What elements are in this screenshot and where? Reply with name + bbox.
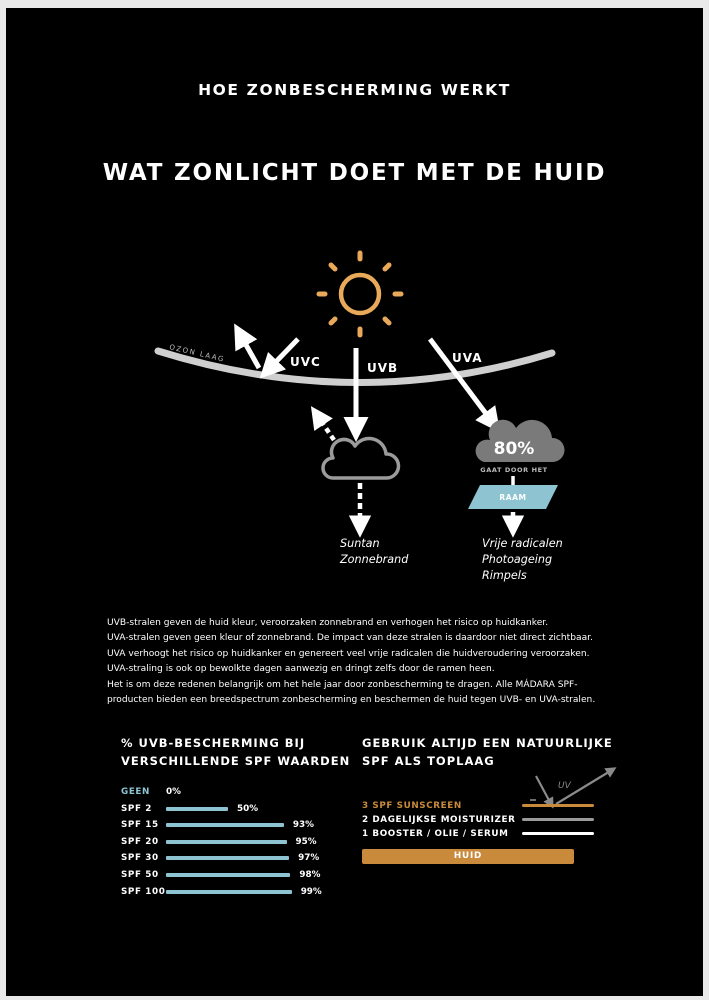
window-label: RAAM (499, 493, 527, 502)
text-line: UVB-stralen geven de huid kleur, veroorzaken zonnebrand en verhogen het risico op huidkanker. (107, 618, 549, 628)
uvc-label: UVC (290, 355, 321, 369)
bar-value-label: 98% (299, 870, 321, 880)
layer-moisturizer-line (522, 818, 594, 821)
layer-sunscreen-line (522, 804, 594, 807)
layer-booster-line (522, 832, 594, 835)
uva-effects (482, 536, 563, 584)
uvc-reflect-arrow-icon (240, 334, 259, 368)
bar-row (121, 851, 351, 865)
uvb-effects (340, 536, 408, 568)
bar-value-label: 97% (298, 853, 320, 864)
bar-value-label: 50% (237, 803, 259, 814)
bar-row (121, 885, 351, 899)
uvb-label: UVB (367, 361, 399, 375)
layer-sunscreen-label: 3 SPF SUNSCREEN (362, 801, 462, 811)
bar-value-label: 99% (300, 886, 322, 897)
layers-title-line: SPF ALS TOPLAAG (362, 754, 495, 768)
uvb-effect-item: Zonnebrand (340, 553, 409, 566)
uv-label: UV (558, 781, 571, 791)
bar-category-label: SPF 20 (121, 836, 159, 847)
uvb-reflect-arrow-icon (317, 415, 334, 440)
bar-row (121, 802, 351, 816)
text-line: producten bieden een breedspectrum zonbescherming en beschermen de huid tegen UVB- en UVA-stralen. (107, 695, 596, 706)
bar-category-label: SPF 2 (121, 803, 152, 814)
layer-moisturizer-label: 2 DAGELIJKSE MOISTURIZER (362, 815, 516, 825)
uva-label: UVA (452, 351, 483, 365)
bar-category-label: SPF 15 (121, 820, 159, 831)
uvb-chart-title-line: % UVB-BESCHERMING BIJ (121, 736, 306, 750)
bar-category-label: GEEN (121, 787, 151, 797)
bar (166, 856, 289, 860)
text-line: Het is om deze redenen belangrijk om het hele jaar door zonbescherming te dragen. Alle MÁDARA SPF- (107, 679, 578, 690)
bar-value-label: 95% (295, 836, 317, 847)
uvb-effect-item: Suntan (340, 537, 380, 550)
bar-row (121, 868, 351, 882)
explanation-text (107, 616, 607, 708)
bar-category-label: SPF 100 (121, 886, 166, 897)
infographic-page (6, 8, 703, 996)
layers-title-line: GEBRUIK ALTIJD EEN NATUURLIJKE (362, 736, 613, 750)
bar (166, 840, 287, 844)
uva-cloud-caption: GAAT DOOR HET (480, 466, 548, 474)
text-line: UVA-straling is ook op bewolkte dagen aanwezig en dringt zelfs door de ramen heen. (107, 664, 495, 675)
bar (166, 823, 284, 827)
bar-category-label: SPF 50 (121, 870, 159, 880)
bar (166, 890, 292, 894)
text-line: UVA-stralen geven geen kleur of zonnebrand. De impact van deze stralen is daardoor niet direct zichtbaar. (107, 633, 593, 644)
bar-value-label: 93% (292, 820, 314, 831)
ozone-label: OZON LAAG (168, 343, 226, 364)
bar (166, 873, 290, 877)
bar (166, 807, 228, 811)
bar-row (121, 785, 351, 799)
uva-cloud-percent: 80% (493, 439, 535, 459)
uva-effect-item: Rimpels (482, 569, 527, 582)
layer-booster-label: 1 BOOSTER / OLIE / SERUM (362, 829, 509, 839)
text-line: UVA verhoogt het risico op huidkanker en genereert veel vrije radicalen die huidveroudering veroorzaken. (107, 648, 590, 659)
uvb-chart-title-line: VERSCHILLENDE SPF WAARDEN (121, 754, 351, 768)
uvb-chart-title (121, 734, 350, 770)
page-kicker: HOE ZONBESCHERMING WERKT (198, 81, 511, 99)
bar-row (121, 818, 351, 832)
uva-effect-item: Vrije radicalen (482, 537, 563, 550)
bar-row (121, 835, 351, 849)
uva-effect-item: Photoageing (482, 553, 553, 566)
cloud-icon (323, 439, 398, 478)
bar-value-label: 0% (166, 787, 181, 797)
page-title: WAT ZONLICHT DOET MET DE HUID (102, 160, 607, 186)
sunlight-diagram (6, 8, 703, 608)
sun-icon (319, 253, 401, 335)
skin-layer: HUID (362, 849, 574, 864)
bar-category-label: SPF 30 (121, 853, 159, 864)
